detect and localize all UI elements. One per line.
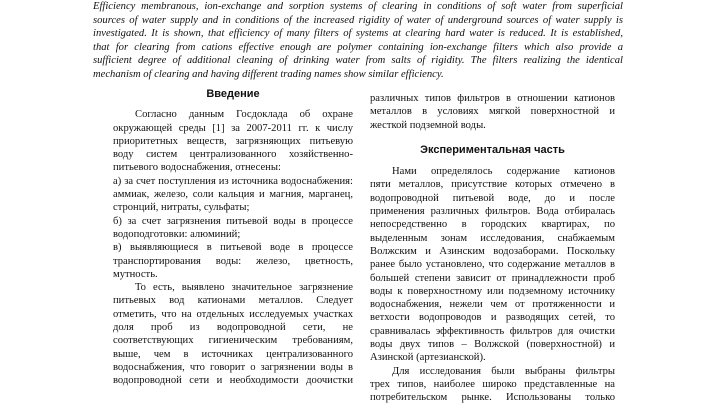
paragraph-line: пяти металлов, присутствие которых отмечено в <box>370 179 615 191</box>
paragraph-line: сравнивалась эффективность фильтров для очистки <box>370 325 615 337</box>
paragraph-line: транспортирования воды: железо, цветность, <box>113 255 353 267</box>
abstract <box>93 0 623 82</box>
paragraph-line: ранее было установлено, что содержание металлов в <box>370 259 615 271</box>
paragraph-line: выше, чем в источниках централизованного <box>113 348 353 360</box>
paragraph-line: Волжским и Азинским водозаборами. Поскольку <box>370 245 615 257</box>
paragraph-line: воды к поверхностному или подземному источнику <box>370 285 615 297</box>
paragraph-line: водоподготовки: алюминий; <box>113 228 241 240</box>
abstract-line: Efficiency membranous, ion-exchange and sorption systems of clearing in conditions of soft water from superficial <box>93 1 623 12</box>
paragraph-line: мутность. <box>113 268 158 280</box>
paragraph-line: Согласно данным Госдоклада об охране <box>135 109 353 121</box>
paragraph-line: а) за счет поступления из источника водоснабжения: <box>113 175 353 187</box>
section-heading-experimental: Экспериментальная часть <box>420 143 565 156</box>
paragraph-line: применения различных фильтров. Вода отбиралась <box>370 206 615 218</box>
paragraph-line: отметить, что на отдельных исследуемых участках <box>113 308 353 320</box>
paragraph-line: металлов в условиях мягкой поверхностной и <box>370 106 615 118</box>
paragraph-line: различных типов фильтров в отношении катионов <box>370 93 615 104</box>
right-column <box>370 92 615 405</box>
paragraph-line: аммиак, железо, соли кальция и магния, марганец, <box>113 189 353 201</box>
paragraph-line: воду систем централизованного хозяйственно- <box>113 149 353 161</box>
paragraph-line: водопроводной питьевой воде, до и после <box>370 192 615 204</box>
paragraph-line: доля проб из водопроводной сети, не <box>113 322 353 334</box>
paragraph-line: трех типов, наиболее широко представленные на <box>370 378 615 390</box>
paragraph-line: Для исследования были выбраны фильтры <box>392 365 615 377</box>
section-heading-introduction: Введение <box>206 88 260 100</box>
paragraph-line: большей степени зависит от принадлежности проб <box>370 272 615 284</box>
paragraph-line: в) выявляющиеся в питьевой воде в процессе <box>113 242 353 254</box>
paragraph-line: водоснабжения, нежели чем от протяженности и <box>370 299 615 311</box>
paragraph-line: воды двух типов – Волжской (поверхностной) и <box>370 339 615 351</box>
paragraph-line: потребительском рынке. Использованы только <box>370 392 615 404</box>
paragraph-line: приоритетных веществ, загрязняющих питьевую <box>113 135 353 147</box>
abstract-line: investigated. It is shown, that efficiency of many filters of systems at clearing hard water is reduced. It is established, <box>93 28 623 40</box>
paragraph-line: питьевых вод катионами металлов. Следует <box>113 295 353 307</box>
left-column <box>113 88 353 388</box>
paragraph-line: водопроводной сети и необходимости доочистки <box>113 375 353 387</box>
paragraph-line: питьевого водоснабжения, отнесены: <box>113 162 281 174</box>
paragraph-line: непосредственно в городских квартирах, по <box>370 219 615 231</box>
paragraph-line: Азинской (артезианской). <box>370 352 486 364</box>
paragraph-line: Нами определялось содержание катионов <box>392 166 615 178</box>
abstract-line: sufficient degree of additional cleaning of drinking water from salts of rigidity. The filters realizing the identical <box>93 55 623 67</box>
abstract-line: sources of water supply and in conditions of the increased rigidity of water of underground sources of water supply is <box>93 14 623 26</box>
paragraph-line: б) за счет загрязнения питьевой воды в процессе <box>113 215 353 227</box>
paragraph-line: соответствующих гигиеническим требованиям, <box>113 335 353 347</box>
paragraph-line: выделенным зонам исследования, снабжаемым <box>370 232 615 244</box>
paragraph-line: То есть, выявлено значительное загрязнение <box>135 282 353 294</box>
paragraph-line: водоснабжения, что говорит о загрязнении воды в <box>113 361 353 373</box>
paragraph-line: ветхости водопроводов и разводящих сетей, то <box>370 312 615 324</box>
paragraph-line: окружающей среды [1] за 2007-2011 гг. к числу <box>113 122 353 134</box>
abstract-line: that for clearing from cations effective enough are polymer containing ion-exchange filters which also provide a <box>93 41 623 53</box>
paragraph-line: стронций, нитраты, сульфаты; <box>113 202 250 214</box>
paragraph-line: жесткой подземной воды. <box>370 119 486 131</box>
abstract-line: mechanism of clearing and having different trading names show similar efficiency. <box>93 68 444 80</box>
